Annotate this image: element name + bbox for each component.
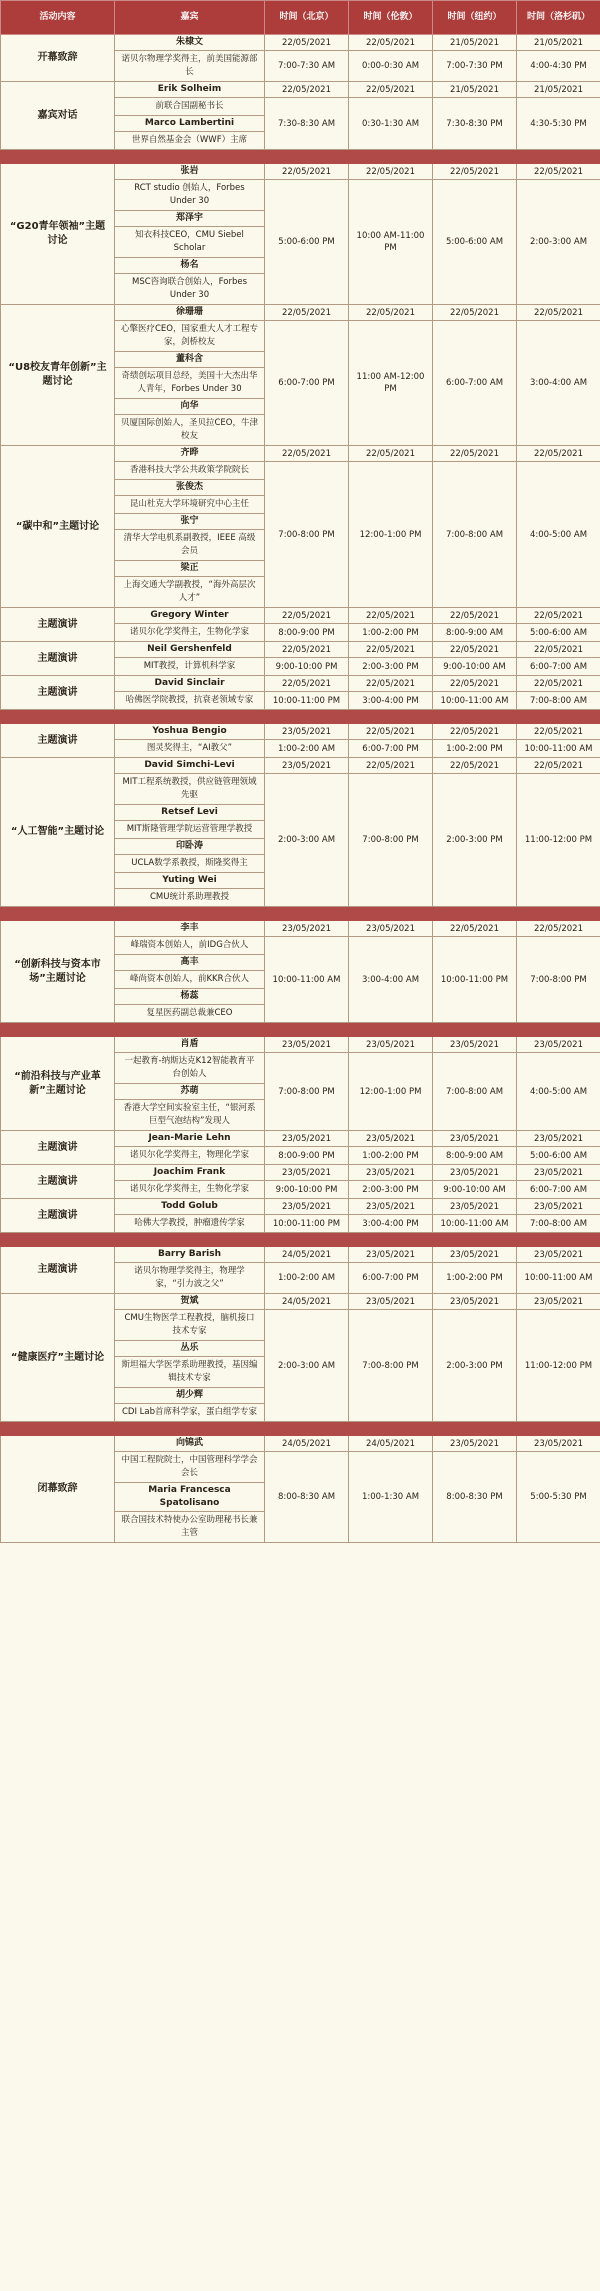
- header-row: [1, 1, 600, 35]
- section-separator: [1, 710, 600, 724]
- date-cell: 22/05/2021: [433, 446, 517, 462]
- time-cell: 5:00-6:00 AM: [433, 180, 517, 305]
- date-cell: 22/05/2021: [517, 676, 600, 692]
- speaker-name: 李丰: [115, 921, 265, 937]
- speaker-description: 知衣科技CEO，CMU Siebel Scholar: [115, 227, 265, 258]
- time-cell: 9:00-10:00 AM: [433, 1181, 517, 1199]
- speaker-description: 心擎医疗CEO，国家重大人才工程专家，剑桥校友: [115, 321, 265, 352]
- header-time-newyork: 时间（纽约）: [433, 1, 517, 35]
- date-cell: 23/05/2021: [349, 1037, 433, 1053]
- time-cell: 4:30-5:30 PM: [517, 98, 600, 150]
- event-title: 闭幕致辞: [1, 1436, 115, 1543]
- date-cell: 22/05/2021: [517, 446, 600, 462]
- event-title: 主题演讲: [1, 642, 115, 676]
- header-activity: 活动内容: [1, 1, 115, 35]
- speaker-description: 上海交通大学副教授，“海外高层次人才”: [115, 577, 265, 608]
- date-cell: 22/05/2021: [265, 642, 349, 658]
- time-cell: 7:00-7:30 PM: [433, 51, 517, 82]
- event-title: 主题演讲: [1, 1165, 115, 1199]
- time-cell: 7:00-8:00 PM: [265, 1053, 349, 1131]
- time-cell: 5:00-6:00 AM: [517, 1147, 600, 1165]
- speaker-name-row: [1, 921, 600, 937]
- date-cell: 23/05/2021: [433, 1165, 517, 1181]
- date-cell: 21/05/2021: [517, 82, 600, 98]
- speaker-name: Jean-Marie Lehn: [115, 1131, 265, 1147]
- date-cell: 23/05/2021: [517, 1436, 600, 1452]
- speaker-description: 世界自然基金会（WWF）主席: [115, 132, 265, 150]
- time-cell: 1:00-2:00 PM: [433, 1263, 517, 1294]
- event-title: 主题演讲: [1, 676, 115, 710]
- date-cell: 23/05/2021: [433, 1294, 517, 1310]
- time-cell: 3:00-4:00 AM: [349, 937, 433, 1023]
- date-cell: 24/05/2021: [265, 1436, 349, 1452]
- speaker-name: David Simchi-Levi: [115, 758, 265, 774]
- date-cell: 23/05/2021: [517, 1131, 600, 1147]
- speaker-description: 联合国技术特使办公室助理秘书长兼主管: [115, 1512, 265, 1543]
- speaker-description: MIT教授，计算机科学家: [115, 658, 265, 676]
- time-cell: 0:00-0:30 AM: [349, 51, 433, 82]
- time-cell: 7:00-7:30 AM: [265, 51, 349, 82]
- time-cell: 6:00-7:00 AM: [517, 658, 600, 676]
- time-cell: 7:00-8:00 AM: [433, 1053, 517, 1131]
- date-cell: 22/05/2021: [349, 642, 433, 658]
- time-cell: 4:00-5:00 AM: [517, 1053, 600, 1131]
- event-title: “人工智能”主题讨论: [1, 758, 115, 907]
- section-separator-bar: [1, 710, 600, 724]
- event-title: “G20青年领袖”主题讨论: [1, 164, 115, 305]
- time-cell: 8:00-9:00 AM: [433, 624, 517, 642]
- time-cell: 5:00-5:30 PM: [517, 1452, 600, 1543]
- time-cell: 12:00-1:00 PM: [349, 462, 433, 608]
- date-cell: 22/05/2021: [349, 82, 433, 98]
- date-cell: 23/05/2021: [517, 1199, 600, 1215]
- speaker-description: 香港科技大学公共政策学院院长: [115, 462, 265, 480]
- speaker-name: Yoshua Bengio: [115, 724, 265, 740]
- speaker-description: 奇绩创坛项目总经，美国十大杰出华人青年，Forbes Under 30: [115, 368, 265, 399]
- time-cell: 3:00-4:00 PM: [349, 692, 433, 710]
- date-cell: 22/05/2021: [433, 642, 517, 658]
- date-cell: 22/05/2021: [433, 164, 517, 180]
- speaker-description: CMU统计系助理教授: [115, 889, 265, 907]
- speaker-name: 苏萌: [115, 1084, 265, 1100]
- section-separator-bar: [1, 150, 600, 164]
- time-cell: 4:00-4:30 PM: [517, 51, 600, 82]
- time-cell: 10:00-11:00 PM: [433, 937, 517, 1023]
- speaker-name: 张宁: [115, 514, 265, 530]
- section-separator-bar: [1, 1422, 600, 1436]
- date-cell: 23/05/2021: [349, 921, 433, 937]
- date-cell: 22/05/2021: [433, 758, 517, 774]
- date-cell: 22/05/2021: [517, 758, 600, 774]
- speaker-name: 徐珊珊: [115, 305, 265, 321]
- speaker-name: 高丰: [115, 955, 265, 971]
- date-cell: 23/05/2021: [433, 1247, 517, 1263]
- header-time-beijing: 时间（北京）: [265, 1, 349, 35]
- speaker-name: 向锦武: [115, 1436, 265, 1452]
- date-cell: 23/05/2021: [349, 1247, 433, 1263]
- speaker-name-row: [1, 1037, 600, 1053]
- speaker-description: 哈佛大学教授，肿瘤遗传学家: [115, 1215, 265, 1233]
- time-cell: 7:00-8:00 PM: [517, 937, 600, 1023]
- time-cell: 10:00-11:00 AM: [517, 1263, 600, 1294]
- speaker-name-row: [1, 676, 600, 692]
- time-cell: 5:00-6:00 AM: [517, 624, 600, 642]
- date-cell: 22/05/2021: [265, 446, 349, 462]
- event-title: 主题演讲: [1, 1247, 115, 1294]
- speaker-description: 峰瑞资本创始人，前IDG合伙人: [115, 937, 265, 955]
- date-cell: 23/05/2021: [265, 1199, 349, 1215]
- date-cell: 23/05/2021: [265, 1165, 349, 1181]
- date-cell: 23/05/2021: [349, 1294, 433, 1310]
- time-cell: 10:00-11:00 AM: [433, 692, 517, 710]
- time-cell: 11:00-12:00 PM: [517, 1310, 600, 1422]
- speaker-description: 昆山杜克大学环境研究中心主任: [115, 496, 265, 514]
- event-title: “健康医疗”主题讨论: [1, 1294, 115, 1422]
- time-cell: 2:00-3:00 AM: [517, 180, 600, 305]
- date-cell: 22/05/2021: [349, 724, 433, 740]
- time-cell: 8:00-8:30 PM: [433, 1452, 517, 1543]
- speaker-description: 斯坦福大学医学系助理教授，基因编辑技术专家: [115, 1357, 265, 1388]
- speaker-name: 齐晔: [115, 446, 265, 462]
- date-cell: 23/05/2021: [265, 758, 349, 774]
- time-cell: 2:00-3:00 PM: [433, 1310, 517, 1422]
- speaker-name-row: [1, 35, 600, 51]
- schedule-body: [1, 35, 600, 1543]
- speaker-name: 印卧涛: [115, 839, 265, 855]
- time-cell: 6:00-7:00 PM: [349, 740, 433, 758]
- date-cell: 23/05/2021: [433, 1037, 517, 1053]
- event-title: 开幕致辞: [1, 35, 115, 82]
- time-cell: 1:00-2:00 AM: [265, 1263, 349, 1294]
- speaker-description: 诺贝尔化学奖得主，物理化学家: [115, 1147, 265, 1165]
- time-cell: 11:00-12:00 PM: [517, 774, 600, 907]
- date-cell: 22/05/2021: [433, 724, 517, 740]
- time-cell: 11:00 AM-12:00 PM: [349, 321, 433, 446]
- date-cell: 23/05/2021: [349, 1199, 433, 1215]
- event-title: 主题演讲: [1, 1131, 115, 1165]
- speaker-description: 诺贝尔物理学奖得主，物理学家，“引力波之父”: [115, 1263, 265, 1294]
- speaker-description: 前联合国副秘书长: [115, 98, 265, 116]
- speaker-name: 向华: [115, 399, 265, 415]
- time-cell: 7:00-8:00 AM: [517, 692, 600, 710]
- speaker-name: Gregory Winter: [115, 608, 265, 624]
- date-cell: 22/05/2021: [265, 305, 349, 321]
- date-cell: 24/05/2021: [349, 1436, 433, 1452]
- header-time-la: 时间（洛杉矶）: [517, 1, 600, 35]
- date-cell: 23/05/2021: [517, 1294, 600, 1310]
- date-cell: 23/05/2021: [433, 1131, 517, 1147]
- speaker-name: 杨蕊: [115, 989, 265, 1005]
- time-cell: 7:00-8:00 PM: [349, 774, 433, 907]
- section-separator-bar: [1, 1233, 600, 1247]
- time-cell: 8:00-9:00 PM: [265, 1147, 349, 1165]
- speaker-name: Neil Gershenfeld: [115, 642, 265, 658]
- speaker-name: 梁正: [115, 561, 265, 577]
- time-cell: 4:00-5:00 AM: [517, 462, 600, 608]
- time-cell: 7:00-8:00 AM: [433, 462, 517, 608]
- time-cell: 1:00-2:00 PM: [349, 624, 433, 642]
- speaker-description: 诺贝尔化学奖得主，生物化学家: [115, 624, 265, 642]
- speaker-name: 张岩: [115, 164, 265, 180]
- section-separator: [1, 1023, 600, 1037]
- time-cell: 10:00-11:00 AM: [517, 740, 600, 758]
- date-cell: 23/05/2021: [517, 1247, 600, 1263]
- date-cell: 22/05/2021: [265, 676, 349, 692]
- date-cell: 22/05/2021: [433, 676, 517, 692]
- time-cell: 9:00-10:00 PM: [265, 658, 349, 676]
- speaker-description: 诺贝尔物理学奖得主，前美国能源部长: [115, 51, 265, 82]
- date-cell: 24/05/2021: [265, 1247, 349, 1263]
- time-cell: 7:30-8:30 AM: [265, 98, 349, 150]
- date-cell: 24/05/2021: [265, 1294, 349, 1310]
- time-cell: 0:30-1:30 AM: [349, 98, 433, 150]
- speaker-name: Retsef Levi: [115, 805, 265, 821]
- speaker-name-row: [1, 1165, 600, 1181]
- date-cell: 22/05/2021: [517, 164, 600, 180]
- speaker-description: RCT studio 创始人，Forbes Under 30: [115, 180, 265, 211]
- speaker-description: 复星医药副总裁兼CEO: [115, 1005, 265, 1023]
- date-cell: 23/05/2021: [433, 1436, 517, 1452]
- date-cell: 21/05/2021: [433, 82, 517, 98]
- time-cell: 2:00-3:00 PM: [349, 658, 433, 676]
- speaker-description: 中国工程院院士，中国管理科学学会会长: [115, 1452, 265, 1483]
- section-separator: [1, 1233, 600, 1247]
- date-cell: 22/05/2021: [349, 164, 433, 180]
- speaker-name: 郑泽宇: [115, 211, 265, 227]
- time-cell: 1:00-2:00 AM: [265, 740, 349, 758]
- date-cell: 23/05/2021: [265, 1037, 349, 1053]
- section-separator: [1, 907, 600, 921]
- date-cell: 22/05/2021: [433, 608, 517, 624]
- time-cell: 8:00-9:00 AM: [433, 1147, 517, 1165]
- speaker-description: MSC咨询联合创始人，Forbes Under 30: [115, 274, 265, 305]
- time-cell: 1:00-1:30 AM: [349, 1452, 433, 1543]
- speaker-name-row: [1, 1247, 600, 1263]
- date-cell: 22/05/2021: [349, 35, 433, 51]
- speaker-name: 董科含: [115, 352, 265, 368]
- speaker-name-row: [1, 446, 600, 462]
- time-cell: 3:00-4:00 PM: [349, 1215, 433, 1233]
- speaker-name-row: [1, 305, 600, 321]
- date-cell: 22/05/2021: [517, 642, 600, 658]
- date-cell: 22/05/2021: [265, 35, 349, 51]
- speaker-description: 贝厦国际创始人，圣贝拉CEO，牛津校友: [115, 415, 265, 446]
- header-guest: 嘉宾: [115, 1, 265, 35]
- date-cell: 22/05/2021: [265, 608, 349, 624]
- date-cell: 22/05/2021: [517, 608, 600, 624]
- time-cell: 6:00-7:00 PM: [349, 1263, 433, 1294]
- time-cell: 8:00-9:00 PM: [265, 624, 349, 642]
- speaker-name: Yuting Wei: [115, 873, 265, 889]
- time-cell: 9:00-10:00 PM: [265, 1181, 349, 1199]
- speaker-description: 诺贝尔化学奖得主，生物化学家: [115, 1181, 265, 1199]
- time-cell: 6:00-7:00 AM: [517, 1181, 600, 1199]
- date-cell: 22/05/2021: [517, 724, 600, 740]
- speaker-name: 肖盾: [115, 1037, 265, 1053]
- section-separator: [1, 150, 600, 164]
- speaker-description: MIT工程系统教授，供应链管理领域先驱: [115, 774, 265, 805]
- speaker-name: Todd Golub: [115, 1199, 265, 1215]
- speaker-name: David Sinclair: [115, 676, 265, 692]
- speaker-name-row: [1, 164, 600, 180]
- date-cell: 22/05/2021: [349, 608, 433, 624]
- date-cell: 21/05/2021: [517, 35, 600, 51]
- time-cell: 2:00-3:00 AM: [265, 1310, 349, 1422]
- speaker-name: Joachim Frank: [115, 1165, 265, 1181]
- date-cell: 22/05/2021: [517, 305, 600, 321]
- speaker-description: CMU生物医学工程教授，脑机接口技术专家: [115, 1310, 265, 1341]
- speaker-description: 清华大学电机系副教授，IEEE 高级会员: [115, 530, 265, 561]
- time-cell: 9:00-10:00 AM: [433, 658, 517, 676]
- speaker-name: 丛乐: [115, 1341, 265, 1357]
- speaker-description: 图灵奖得主，“AI教父”: [115, 740, 265, 758]
- date-cell: 23/05/2021: [517, 1037, 600, 1053]
- event-title: “U8校友青年创新”主题讨论: [1, 305, 115, 446]
- date-cell: 23/05/2021: [349, 1165, 433, 1181]
- speaker-name-row: [1, 758, 600, 774]
- date-cell: 23/05/2021: [265, 724, 349, 740]
- date-cell: 22/05/2021: [349, 305, 433, 321]
- event-title: 嘉宾对话: [1, 82, 115, 150]
- speaker-description: MIT斯隆管理学院运营管理学教授: [115, 821, 265, 839]
- date-cell: 22/05/2021: [433, 921, 517, 937]
- speaker-name: 朱棣文: [115, 35, 265, 51]
- time-cell: 7:30-8:30 PM: [433, 98, 517, 150]
- event-title: 主题演讲: [1, 608, 115, 642]
- date-cell: 23/05/2021: [517, 1165, 600, 1181]
- time-cell: 3:00-4:00 AM: [517, 321, 600, 446]
- section-separator: [1, 1422, 600, 1436]
- time-cell: 1:00-2:00 PM: [433, 740, 517, 758]
- time-cell: 10:00-11:00 PM: [265, 1215, 349, 1233]
- speaker-description: 峰尚资本创始人，前KKR合伙人: [115, 971, 265, 989]
- speaker-name: Erik Solheim: [115, 82, 265, 98]
- event-title: “碳中和”主题讨论: [1, 446, 115, 608]
- time-cell: 8:00-8:30 AM: [265, 1452, 349, 1543]
- speaker-name-row: [1, 642, 600, 658]
- time-cell: 10:00-11:00 AM: [265, 937, 349, 1023]
- date-cell: 23/05/2021: [433, 1199, 517, 1215]
- date-cell: 23/05/2021: [265, 921, 349, 937]
- speaker-name: 贺斌: [115, 1294, 265, 1310]
- speaker-name-row: [1, 608, 600, 624]
- event-title: 主题演讲: [1, 724, 115, 758]
- section-separator-bar: [1, 1023, 600, 1037]
- speaker-name: Maria Francesca Spatolisano: [115, 1483, 265, 1512]
- speaker-name: Marco Lambertini: [115, 116, 265, 132]
- time-cell: 6:00-7:00 PM: [265, 321, 349, 446]
- section-separator-bar: [1, 907, 600, 921]
- speaker-name: 张俊杰: [115, 480, 265, 496]
- time-cell: 10:00-11:00 AM: [433, 1215, 517, 1233]
- date-cell: 22/05/2021: [349, 676, 433, 692]
- date-cell: 22/05/2021: [349, 758, 433, 774]
- date-cell: 22/05/2021: [265, 164, 349, 180]
- speaker-name: 胡少辉: [115, 1388, 265, 1404]
- date-cell: 23/05/2021: [349, 1131, 433, 1147]
- speaker-name-row: [1, 1436, 600, 1452]
- time-cell: 7:00-8:00 PM: [349, 1310, 433, 1422]
- speaker-name-row: [1, 1199, 600, 1215]
- time-cell: 10:00-11:00 PM: [265, 692, 349, 710]
- time-cell: 7:00-8:00 AM: [517, 1215, 600, 1233]
- speaker-name-row: [1, 1294, 600, 1310]
- date-cell: 23/05/2021: [265, 1131, 349, 1147]
- speaker-name-row: [1, 724, 600, 740]
- speaker-description: CDI Lab首席科学家，蛋白组学专家: [115, 1404, 265, 1422]
- time-cell: 7:00-8:00 PM: [265, 462, 349, 608]
- speaker-description: 香港大学空间实验室主任，“银河系巨型气泡结构”发现人: [115, 1100, 265, 1131]
- date-cell: 22/05/2021: [349, 446, 433, 462]
- speaker-name-row: [1, 1131, 600, 1147]
- speaker-description: 一起教育-纳斯达克K12智能教育平台创始人: [115, 1053, 265, 1084]
- date-cell: 22/05/2021: [265, 82, 349, 98]
- speaker-description: UCLA数学系教授，斯隆奖得主: [115, 855, 265, 873]
- time-cell: 2:00-3:00 AM: [265, 774, 349, 907]
- time-cell: 12:00-1:00 PM: [349, 1053, 433, 1131]
- event-title: “创新科技与资本市场”主题讨论: [1, 921, 115, 1023]
- time-cell: 2:00-3:00 PM: [433, 774, 517, 907]
- date-cell: 22/05/2021: [517, 921, 600, 937]
- speaker-name-row: [1, 82, 600, 98]
- speaker-description: 哈佛医学院教授，抗衰老领域专家: [115, 692, 265, 710]
- time-cell: 5:00-6:00 PM: [265, 180, 349, 305]
- time-cell: 2:00-3:00 PM: [349, 1181, 433, 1199]
- event-title: “前沿科技与产业革新”主题讨论: [1, 1037, 115, 1131]
- speaker-name: Barry Barish: [115, 1247, 265, 1263]
- event-title: 主题演讲: [1, 1199, 115, 1233]
- speaker-name: 杨名: [115, 258, 265, 274]
- time-cell: 6:00-7:00 AM: [433, 321, 517, 446]
- date-cell: 21/05/2021: [433, 35, 517, 51]
- time-cell: 10:00 AM-11:00 PM: [349, 180, 433, 305]
- header-time-london: 时间（伦敦）: [349, 1, 433, 35]
- date-cell: 22/05/2021: [433, 305, 517, 321]
- time-cell: 1:00-2:00 PM: [349, 1147, 433, 1165]
